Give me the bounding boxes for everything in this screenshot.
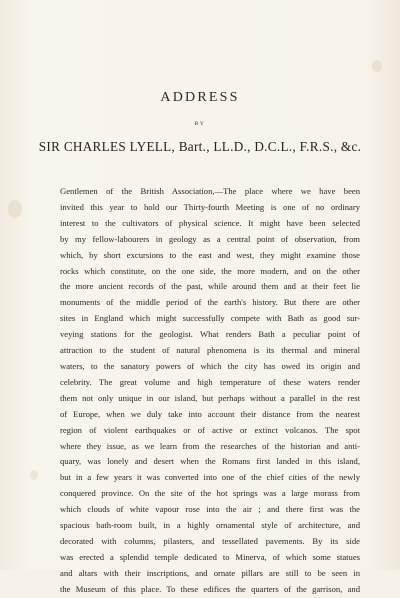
text-line: attraction to the student of natural phenomena is its thermal and mineral — [60, 345, 360, 356]
text-line: invited this year to hold our Thirty-fourth Meeting is one of no ordinary — [60, 201, 360, 212]
text-line: quary, was lonely and desert when the Romans first landed in this island, — [60, 456, 360, 467]
paper-stain — [8, 200, 22, 218]
text-line: sites in England which might successfully compete with Bath as good sur- — [60, 313, 360, 324]
text-line: them not only unique in our island, but perhaps without a parallel in the rest — [60, 392, 360, 403]
text-line: interest to the cultivators of physical science. It might have been selected — [60, 217, 360, 228]
by-label: BY — [194, 121, 206, 127]
text-line: Gentlemen of the British Association,—The place where we have been — [60, 186, 360, 196]
text-line: was erected a splendid temple dedicated to Minerva, of which some statues — [60, 551, 360, 562]
text-line: celebrity. The great volume and high temperature of these waters render — [60, 376, 360, 387]
text-line: waters, to the sanatory powers of which the city has owed its origin and — [60, 360, 360, 371]
paper-stain — [372, 60, 382, 72]
text-line: the Museum of this place. To these edifices the quarters of the garrison, and — [60, 583, 360, 594]
text-line: which clouds of white vapour rose into the air ; and there first was the — [60, 504, 360, 515]
text-line: region of violent earthquakes or of active or extinct volcanos. The spot — [60, 424, 360, 435]
text-line: by my fellow-labourers in geology as a central point of observation, from — [60, 233, 360, 244]
text-line: spacious bath-room built, in a highly ornamental style of architecture, and — [60, 520, 360, 531]
paper-stain — [30, 470, 38, 480]
text-line: where they issue, as we learn from the researches of the historian and anti- — [60, 440, 360, 451]
author-line: SIR CHARLES LYELL, Bart., LL.D., D.C.L., F.R.S., &c. — [38, 139, 362, 154]
text-line: and altars with their inscriptions, and ornate pillars are still to be seen in — [60, 567, 360, 578]
text-line: the more ancient records of the past, while around them and at their feet lie — [60, 281, 360, 292]
address-title: ADDRESS — [160, 90, 240, 105]
text-line: conquered province. On the site of the hot springs was a large morass from — [60, 488, 360, 499]
text-line: rocks which constitute, on the one side, the more modern, and on the other — [60, 265, 360, 276]
text-line: of Europe, when we duly take into account their distance from the nearest — [60, 408, 360, 419]
body-text — [60, 184, 360, 598]
text-line: veying stations for the geologist. What renders Bath a peculiar point of — [60, 329, 360, 340]
text-line: decorated with columns, pilasters, and tessellated pavements. By its side — [60, 535, 360, 546]
text-line: but in a few years it was converted into one of the chief cities of the newly — [60, 472, 360, 483]
text-line: which, by short excursions to the east and west, they might examine those — [60, 249, 360, 260]
text-line: monuments of the middle period of the earth's history. But there are other — [60, 297, 360, 308]
